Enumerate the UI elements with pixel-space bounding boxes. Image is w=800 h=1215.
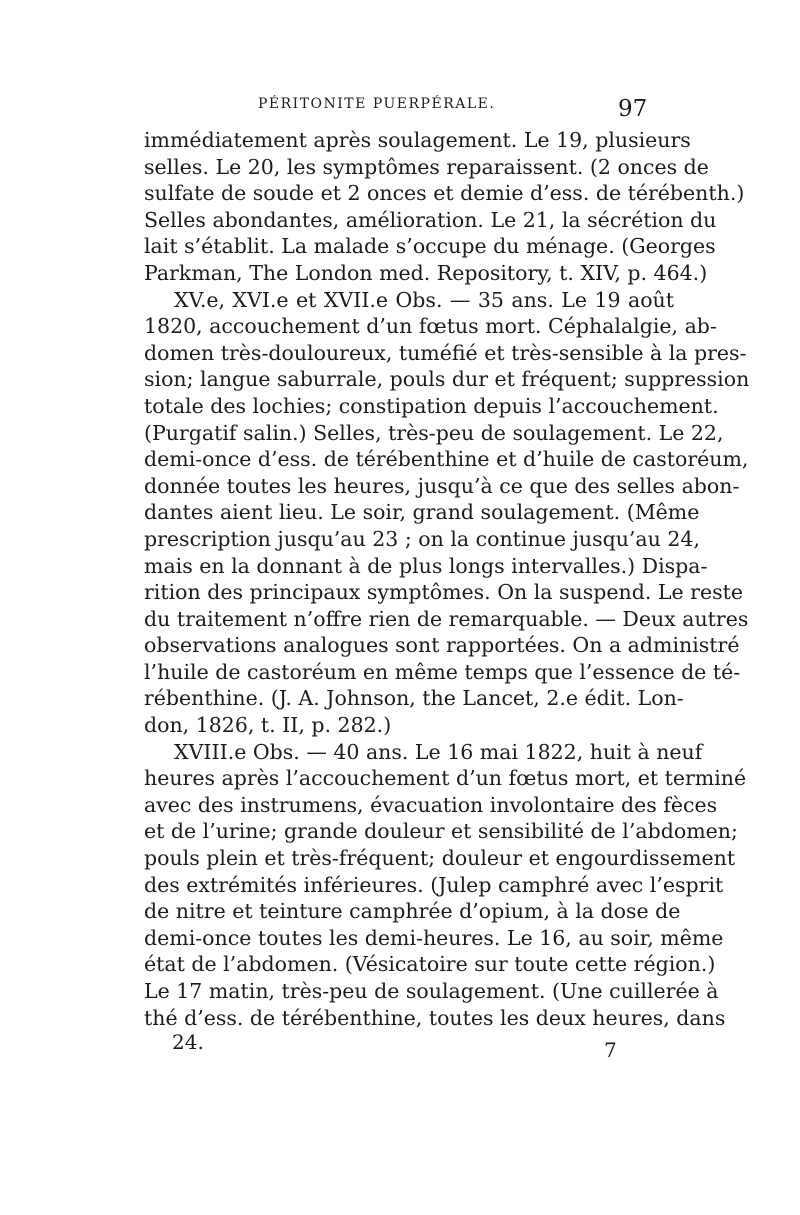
text-line: sion; langue saburrale, pouls dur et fréquent; suppression <box>144 367 750 392</box>
text-line: observations analogues sont rapportées. On a administré <box>144 633 740 658</box>
text-line: Le 17 matin, très-peu de soulagement. (Une cuillerée à <box>144 979 719 1003</box>
text-line: demi-once toutes les demi-heures. Le 16, au soir, même <box>144 925 724 950</box>
text-line: thé d’ess. de térébenthine, toutes les deux heures, dans <box>144 1005 726 1030</box>
running-title: PÉRITONITE PUERPÉRALE. <box>258 96 496 112</box>
text-line: heures après l’accouchement d’un fœtus mort, et terminé <box>144 766 747 791</box>
text-line: Parkman, The London med. Repository, t. XIV, p. 464.) <box>144 260 708 285</box>
text-line: du traitement n’offre rien de remarquable. — Deux autres <box>144 606 749 631</box>
text-line: dantes aient lieu. Le soir, grand soulagement. (Même <box>144 500 700 525</box>
signature-number: 7 <box>604 1038 617 1062</box>
body-text <box>144 127 750 1031</box>
text-line: mais en la donnant à de plus longs intervalles.) Dispa- <box>144 553 708 578</box>
text-line: 1820, accouchement d’un fœtus mort. Céphalalgie, ab- <box>144 314 717 339</box>
text-line: sulfate de soude et 2 onces et demie d’ess. de térébenth.) <box>144 181 745 206</box>
signature-mark: 24. <box>172 1030 204 1054</box>
text-line: selles. Le 20, les symptômes reparaissent. (2 onces de <box>144 154 709 179</box>
text-line: état de l’abdomen. (Vésicatoire sur toute cette région.) <box>144 952 716 977</box>
text-line: (Purgatif salin.) Selles, très-peu de soulagement. Le 22, <box>144 420 724 445</box>
text-line: rébenthine. (J. A. Johnson, the Lancet, 2.e édit. Lon- <box>144 686 684 711</box>
text-line: et de l’urine; grande douleur et sensibilité de l’abdomen; <box>144 819 738 844</box>
text-line: XV.e, XVI.e et XVII.e Obs. — 35 ans. Le 19 août <box>174 287 674 312</box>
text-line: des extrémités inférieures. (Julep camphré avec l’esprit <box>144 872 724 897</box>
text-line: avec des instrumens, évacuation involontaire des fèces <box>144 792 718 817</box>
text-line: l’huile de castoréum en même temps que l’essence de té- <box>144 659 741 684</box>
page-number: 97 <box>618 96 648 122</box>
text-line: pouls plein et très-fréquent; douleur et engourdissement <box>144 846 736 871</box>
text-line: totale des lochies; constipation depuis l’accouchement. <box>144 393 719 418</box>
text-line: don, 1826, t. II, p. 282.) <box>144 713 392 738</box>
text-line: de nitre et teinture camphrée d’opium, à la dose de <box>144 899 681 924</box>
text-line: Selles abondantes, amélioration. Le 21, la sécrétion du <box>144 207 717 232</box>
text-line: demi-once d’ess. de térébenthine et d’huile de castoréum, <box>144 447 749 472</box>
text-line: prescription jusqu’au 23 ; on la continue jusqu’au 24, <box>144 526 700 551</box>
text-line: XVIII.e Obs. — 40 ans. Le 16 mai 1822, huit à neuf <box>174 739 703 764</box>
text-line: donnée toutes les heures, jusqu’à ce que des selles abon- <box>144 473 740 498</box>
text-line: domen très-douloureux, tuméfié et très-sensible à la pres- <box>144 340 747 365</box>
text-line: rition des principaux symptômes. On la suspend. Le reste <box>144 580 743 605</box>
text-line: immédiatement après soulagement. Le 19, plusieurs <box>144 128 691 152</box>
text-line: lait s’établit. La malade s’occupe du ménage. (Georges <box>144 234 716 259</box>
